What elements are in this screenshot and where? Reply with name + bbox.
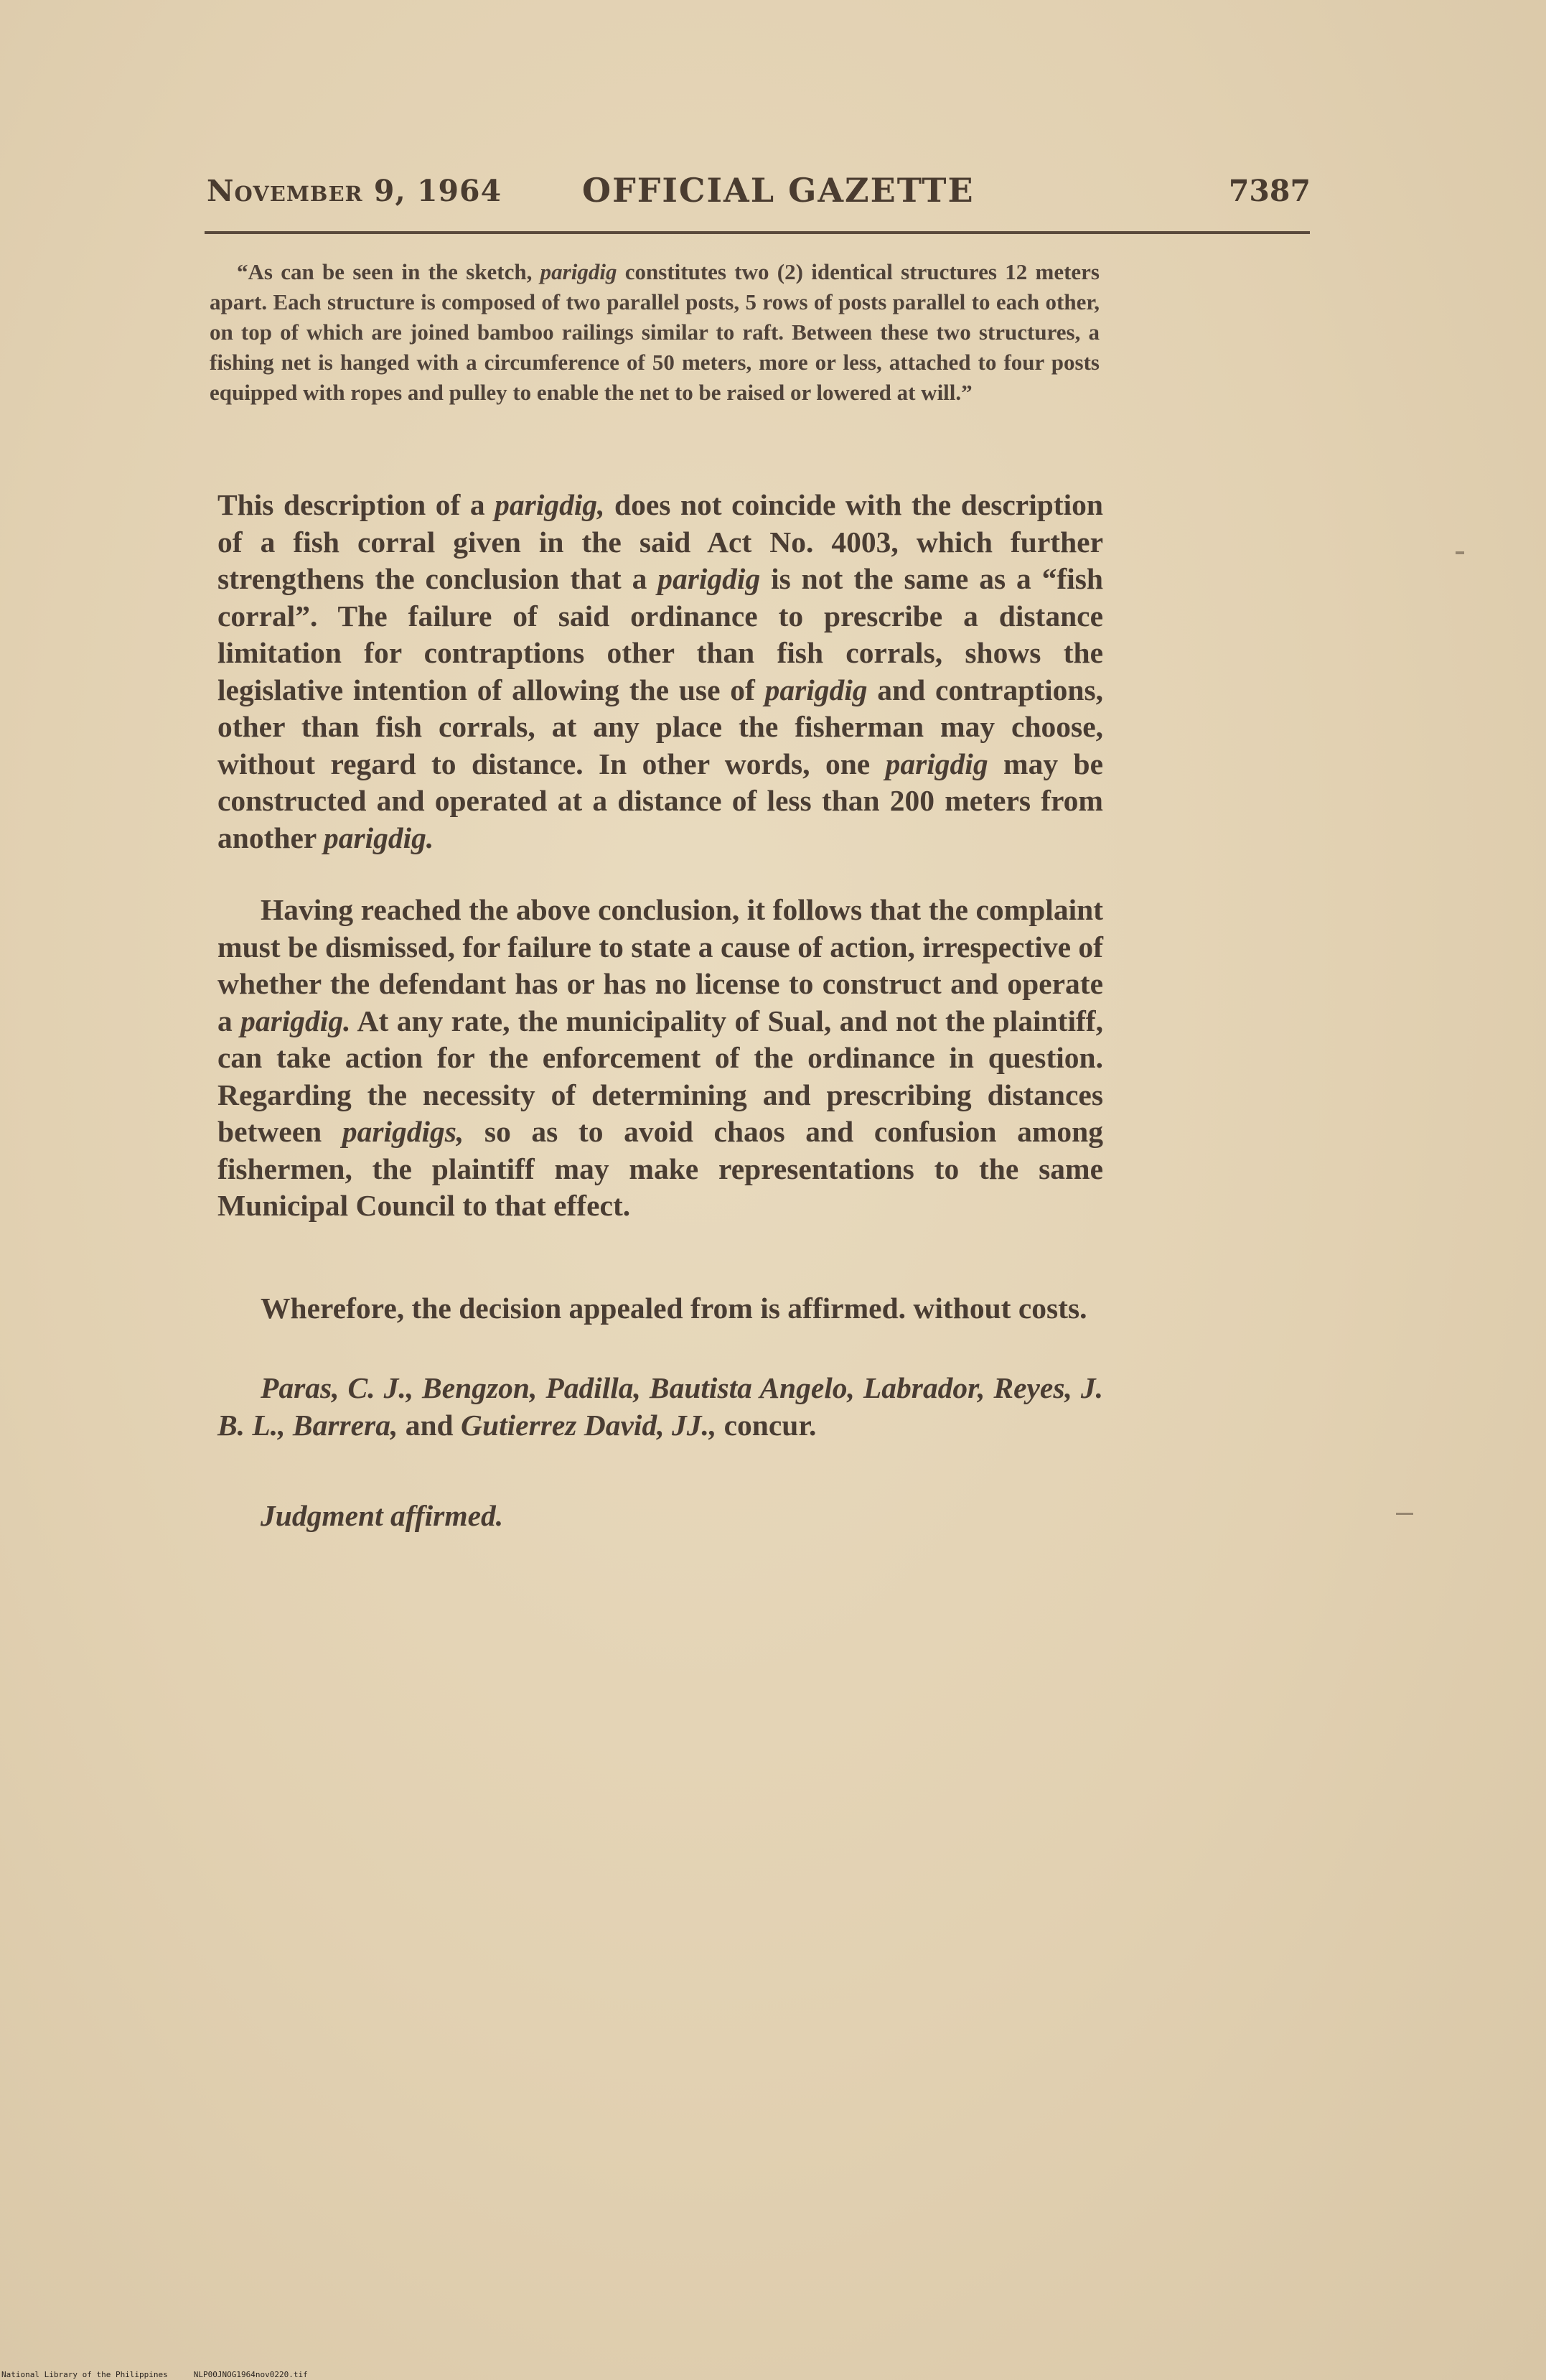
p1-term-1: parigdig,: [495, 488, 605, 521]
p1-text-e: may be constructed and operated at a distance of less than 200 meters from another: [217, 747, 1103, 854]
p2-term-1: parigdig.: [240, 1004, 351, 1037]
p1-term-3: parigdig: [764, 673, 868, 706]
p2-text-b: At any rate, the municipality of Sual, and not the plaintiff, can take action for the enforcement of the ordinance in question. Regarding the necessity of determining and prescribing distances between: [217, 1004, 1103, 1148]
p1-term-5: parigdig.: [323, 821, 434, 854]
quote-text-1: “As can be seen in the sketch,: [237, 259, 540, 284]
issue-date: November 9, 1964: [207, 174, 502, 208]
p2-text-c: so as to avoid chaos and confusion among fishermen, the plaintiff may make representations to the same Municipal Council to that effect.: [217, 1115, 1103, 1222]
scan-mark: [1456, 551, 1464, 554]
justices-and: and: [398, 1408, 462, 1442]
p1-term-4: parigdig: [885, 747, 988, 780]
p1-text-d: and contraptions, other than fish corrals, at any place the fisherman may choose, without regard to distance. In other words, one: [217, 673, 1103, 780]
quoted-sketch-description: [210, 257, 1100, 408]
justice-last: Gutierrez David, JJ.,: [461, 1408, 717, 1442]
quote-text-2: constitutes two (2) identical structures 12 meters apart. Each structure is composed of two parallel posts, 5 rows of posts parallel to each other, on top of which are joined bamboo railings similar to raft. Between these two structures, a fishing net is hanged with a circumference of 50 meters, more or less, attached to four posts equipped with ropes and pulley to enable the net to be raised or lowered at will.”: [210, 259, 1100, 405]
paragraph-wherefore: Wherefore, the decision appealed from is affirmed. without costs.: [261, 1292, 1087, 1325]
p1-text-a: This description of a: [217, 488, 495, 521]
paragraph-concurring-justices: [217, 1370, 1103, 1444]
p1-text-b: does not coincide with the description of a fish corral given in the said Act No. 4003, which further strengthens the conclusion that a: [217, 488, 1103, 595]
page-number: 7387: [1228, 174, 1311, 208]
scan-mark: [1396, 1513, 1413, 1515]
library-credit: National Library of the Philippines: [1, 2370, 168, 2379]
publication-title: OFFICIAL GAZETTE: [582, 171, 975, 210]
concur-word: concur.: [716, 1408, 817, 1442]
paragraph-dismissal: [217, 892, 1103, 1225]
page-header: [207, 169, 1311, 227]
p1-term-2: parigdig: [657, 562, 761, 595]
scan-footer: [1, 2370, 334, 2379]
p2-text-a: Having reached the above conclusion, it follows that the complaint must be dismissed, for failure to state a cause of action, irrespective of whether the defendant has or has no license to construct and operate a: [217, 893, 1103, 1037]
header-rule: [205, 231, 1310, 234]
justices-list: Paras, C. J., Bengzon, Padilla, Bautista Angelo, Labrador, Reyes, J. B. L., Barrera,: [217, 1371, 1103, 1442]
paragraph-description-comparison: [217, 487, 1103, 857]
scan-filename: NLP00JNOG1964nov0220.tif: [193, 2370, 308, 2379]
judgment-line: Judgment affirmed.: [261, 1499, 504, 1532]
p1-text-c: is not the same as a “fish corral”. The failure of said ordinance to prescribe a distance limitation for contraptions other than fish corrals, shows the legislative intention of allowing the use of: [217, 562, 1103, 706]
quote-term-parigdig: parigdig: [540, 259, 617, 284]
p2-term-2: parigdigs,: [342, 1115, 464, 1148]
